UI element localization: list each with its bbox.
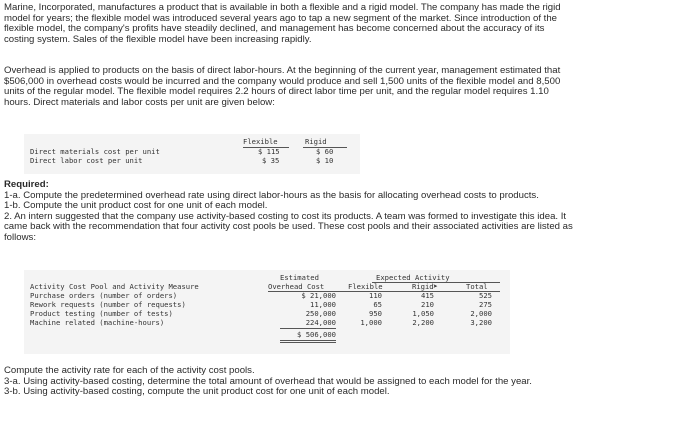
total-double-underline <box>280 342 336 343</box>
activity-pool-label: Product testing (number of tests) <box>30 309 173 318</box>
activity-flexible: 110 <box>369 291 382 300</box>
overhead-paragraph: Overhead is applied to products on the basis of direct labor-hours. At the beginning of the current year, management estimated that $506,000 in overhead costs would be incurred and the company would produce and sell 1,500 units of the flexible model and 8,500 units of the regular model. The flexible model requires 2.2 hours of direct labor time per unit, and the regular model requires 1.10 hours. Direct materials and labor costs per unit are given below: <box>4 65 561 108</box>
activity-rigid: 210 <box>421 300 434 309</box>
sum-underline <box>280 328 336 329</box>
activity-pool-label: Machine related (machine-hours) <box>30 318 165 327</box>
activity-total: 3,200 <box>470 318 492 327</box>
activity-total: 275 <box>479 300 492 309</box>
activity-pool-label: Purchase orders (number of orders) <box>30 291 178 300</box>
estimated-header: Estimated <box>280 273 319 282</box>
pool-column-header: Activity Cost Pool and Activity Measure <box>30 282 199 291</box>
overhead-cost-header: Overhead Cost <box>268 282 325 291</box>
cost-row-label: Direct labor cost per unit <box>30 156 143 165</box>
questions-section: Compute the activity rate for each of the activity cost pools. 3-a. Using activity-based costing, determine the total amount of overhead that would be assigned to each model for the year. 3-b. Using activity-based costing, compute the unit product cost for one unit of each model. <box>4 365 532 398</box>
overhead-total: $ 506,000 <box>297 330 336 339</box>
total-double-underline <box>280 340 336 341</box>
activity-rigid: 1,050 <box>412 309 434 318</box>
activity-overhead-cost: 224,000 <box>305 318 336 327</box>
activity-flexible: 65 <box>373 300 382 309</box>
activity-overhead-cost: $ 21,000 <box>301 291 336 300</box>
activity-rigid: 2,200 <box>412 318 434 327</box>
required-heading: Required: <box>4 179 49 190</box>
expected-activity-header: Expected Activity <box>376 273 450 282</box>
cost-row-label: Direct materials cost per unit <box>30 147 160 156</box>
cursor-icon: ➤ <box>433 282 438 291</box>
cost-row-rigid: $ 60 <box>316 147 334 156</box>
activity-rigid: 415 <box>421 291 434 300</box>
activity-flexible: 950 <box>369 309 382 318</box>
activity-total: 2,000 <box>470 309 492 318</box>
activity-overhead-cost: 250,000 <box>305 309 336 318</box>
cost-row-rigid: $ 10 <box>316 156 334 165</box>
activity-pool-label: Rework requests (number of requests) <box>30 300 186 309</box>
total-column-header: Total <box>466 282 488 291</box>
intro-paragraph: Marine, Incorporated, manufactures a product that is available in both a flexible and a rigid model. The company has made the rigid model for years; the flexible model was introduced several years ago to tap a new segment of the market. Since introduction of the flexible model, the company's profits have steadily declined, and management has become concerned about the accuracy of its costing system. Sales of the flexible model have been increasing rapidly. <box>4 2 561 45</box>
cost-row-flexible: $ 115 <box>258 147 280 156</box>
required-section: Required: 1-a. Compute the predetermined overhead rate using direct labor-hours as the basis for allocating overhead costs to products. 1-b. Compute the unit product cost for one unit of each model. 2. An intern suggested that the company use activity-based costing to cost its products. A team was formed to investigate this idea. It came back with the recommendation that four activity cost pools be used. These cost pools and their associated activities are listed as follows: <box>4 180 694 244</box>
activity-total: 525 <box>479 291 492 300</box>
rigid-header: Rigid <box>305 137 327 146</box>
flexible-column-header: Flexible <box>348 282 383 291</box>
flexible-header: Flexible <box>243 137 278 146</box>
activity-overhead-cost: 11,000 <box>310 300 336 309</box>
rigid-column-header: Rigid <box>412 282 434 291</box>
activity-flexible: 1,000 <box>360 318 382 327</box>
cost-row-flexible: $ 35 <box>262 156 280 165</box>
